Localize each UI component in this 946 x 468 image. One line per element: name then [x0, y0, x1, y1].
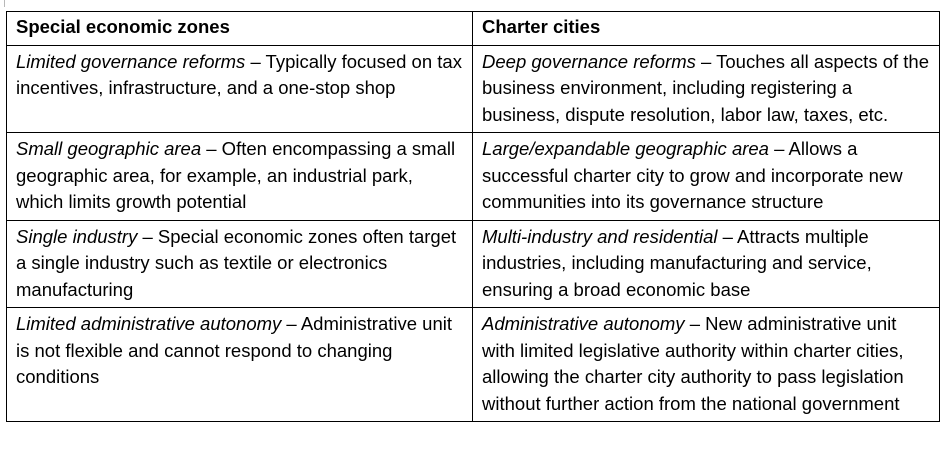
cell-description: – New administrative unit with limited legislative authority within charter cities, allowing the charter city authority to pass legislation without further action from the national government — [482, 313, 904, 414]
table-cell-sez — [7, 308, 473, 422]
cell-description: – Attracts multiple industries, including manufacturing and service, ensuring a broad economic base — [482, 225, 872, 300]
cell-description: – Often encompassing a small geographic area, for example, an industrial park, which limits growth potential — [16, 138, 456, 212]
table-row — [7, 220, 940, 308]
cell-term: Single industry — [16, 225, 138, 247]
table-cell-charter-city — [473, 220, 940, 308]
table-cell-charter-city — [473, 133, 940, 221]
table-row — [7, 45, 940, 133]
cell-term: Small geographic area — [16, 138, 202, 159]
cell-description: – Administrative unit is not flexible and cannot respond to changing conditions — [16, 313, 452, 387]
cell-term: Large/expandable geographic area — [482, 138, 769, 159]
table-cell-charter-city — [473, 308, 940, 422]
table-header-row — [7, 12, 940, 46]
cell-description: – Typically focused on tax incentives, infrastructure, and a one-stop shop — [16, 50, 462, 98]
cell-term: Deep governance reforms — [482, 50, 696, 72]
cell-term: Limited administrative autonomy — [16, 313, 282, 334]
header-special-economic-zones: Special economic zones — [7, 12, 473, 46]
table-cell-sez — [7, 220, 473, 308]
cell-description: – Allows a successful charter city to grow and incorporate new communities into its governance structure — [482, 138, 903, 212]
header-charter-cities: Charter cities — [473, 12, 940, 46]
cell-description: – Touches all aspects of the business environment, including registering a business, dispute resolution, labor law, taxes, etc. — [482, 50, 930, 125]
table-row — [7, 308, 940, 422]
cell-description: – Special economic zones often target a single industry such as textile or electronics manufacturing — [16, 225, 457, 300]
table-cell-sez — [7, 45, 473, 133]
cell-term: Multi-industry and residential — [482, 225, 718, 247]
cell-term: Limited governance reforms — [16, 50, 246, 72]
cell-term: Administrative autonomy — [482, 313, 685, 334]
table-cell-charter-city — [473, 45, 940, 133]
comparison-table — [6, 11, 940, 422]
table-row — [7, 133, 940, 221]
text-cursor-mark — [4, 0, 5, 7]
table-cell-sez — [7, 133, 473, 221]
